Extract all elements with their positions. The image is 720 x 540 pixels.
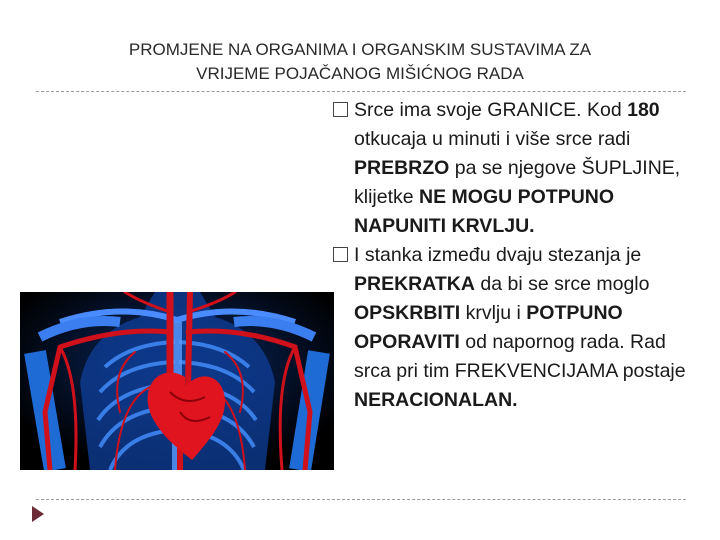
bullet-box-icon <box>333 247 348 262</box>
bullet-text: I stanka između dvaju stezanja je PREKRATKA da bi se srce moglo OPSKRBITI krvlju i POTPUNO OPORAVITI od napornog rada. Rad srca pri tim FREKVENCIJAMA postaje NERACIONALAN. <box>354 244 686 411</box>
bullet-box-icon <box>333 102 348 117</box>
title-line-2: VRIJEME POJAČANOG MIŠIĆNOG RADA <box>196 64 524 83</box>
top-divider <box>36 91 686 92</box>
bullet-heart-limits <box>333 96 693 241</box>
bullet-pause-too-short <box>333 241 693 415</box>
bullet-list <box>333 96 693 415</box>
title-line-1: PROMJENE NA ORGANIMA I ORGANSKIM SUSTAVIMA ZA <box>128 40 592 59</box>
bottom-divider <box>36 499 686 500</box>
slide-arrow-icon <box>32 506 44 522</box>
slide-title <box>60 38 660 86</box>
circulatory-system-image <box>20 292 334 470</box>
bullet-text: Srce ima svoje GRANICE. Kod 180 otkucaja u minuti i više srce radi PREBRZO pa se njegove ŠUPLJINE, klijetke NE MOGU POTPUNO NAPUNITI KRVLJU. <box>354 99 681 237</box>
